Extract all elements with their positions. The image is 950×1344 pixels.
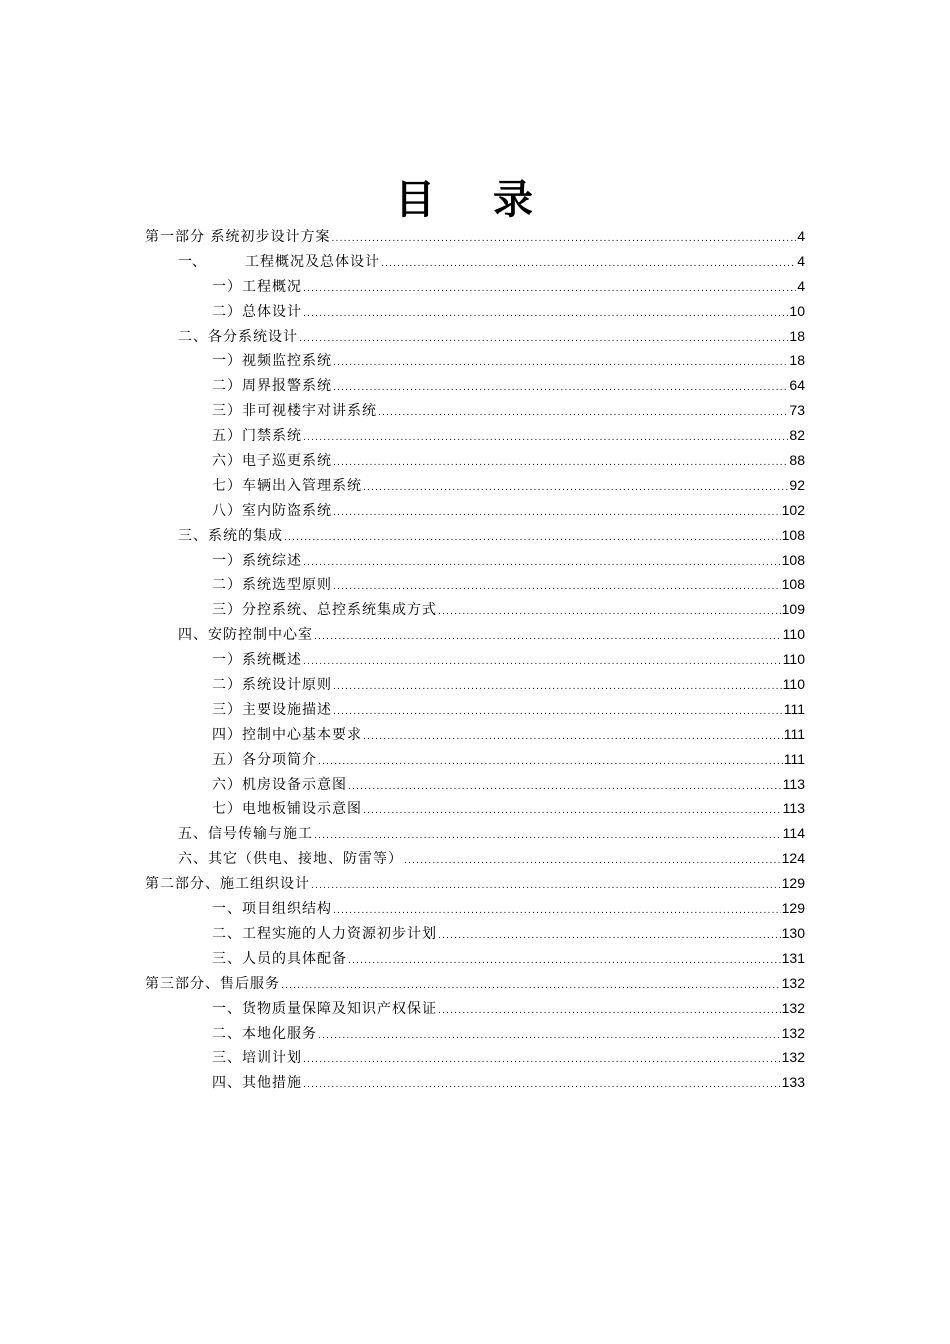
toc-entry[interactable]: [145, 274, 805, 299]
toc-page-number: 110: [782, 676, 805, 693]
toc-entry-title: 五、信号传输与施工: [178, 826, 313, 843]
toc-entry[interactable]: [145, 597, 805, 622]
dot-leader: [363, 799, 782, 824]
toc-entry-title: 五）门禁系统: [212, 428, 302, 445]
toc-entry-prefix: 一、: [178, 253, 206, 270]
dot-leader: [303, 277, 796, 302]
toc-entry-title: 二）周界报警系统: [212, 378, 332, 395]
toc-entry[interactable]: [145, 672, 805, 697]
toc-entry[interactable]: [145, 324, 805, 349]
toc-entry-title: 三、培训计划: [212, 1050, 302, 1067]
toc-entry[interactable]: [145, 523, 805, 548]
dot-leader: [378, 401, 788, 426]
dot-leader: [303, 302, 788, 327]
toc-entry-title: 二）系统设计原则: [212, 677, 332, 694]
toc-page-number: 4: [797, 228, 805, 244]
toc-entry-title: 工程概况及总体设计: [245, 253, 380, 270]
dot-leader: [318, 1024, 781, 1049]
toc-entry[interactable]: [145, 946, 805, 971]
toc-entry-title: 七）电地板铺设示意图: [212, 801, 362, 818]
toc-page-number: 82: [789, 427, 805, 444]
toc-entry-title: 第一部分 系统初步设计方案: [145, 229, 331, 245]
dot-leader: [318, 750, 783, 775]
toc-entry[interactable]: [145, 473, 805, 498]
toc-entry-title: 六、其它（供电、接地、防雷等）: [178, 851, 403, 868]
toc-page-number: 111: [783, 700, 805, 717]
dot-leader: [404, 849, 781, 874]
toc-entry[interactable]: [145, 1070, 805, 1095]
toc-page-number: 111: [783, 725, 805, 742]
toc-page-number: 133: [781, 1074, 805, 1091]
toc-entry[interactable]: [145, 249, 805, 274]
toc-entry-title: 四、其他措施: [212, 1075, 302, 1092]
dot-leader: [333, 675, 782, 700]
toc-entry-title: 二）总体设计: [212, 303, 302, 320]
dot-leader: [333, 575, 781, 600]
dot-leader: [303, 650, 782, 675]
toc-page-number: 108: [781, 551, 805, 568]
dot-leader: [281, 974, 781, 999]
toc-entry[interactable]: [145, 846, 805, 871]
toc-entry-title: 二、各分系统设计: [178, 328, 298, 345]
toc-entry-title: 一）工程概况: [212, 278, 302, 295]
toc-entry-title: 四）控制中心基本要求: [212, 726, 362, 743]
toc-page-number: 110: [782, 626, 805, 643]
toc-page-number: 113: [782, 800, 805, 817]
toc-entry[interactable]: [145, 747, 805, 772]
dot-leader: [348, 775, 782, 800]
toc-entry[interactable]: [145, 796, 805, 821]
toc-list: [145, 224, 805, 1095]
toc-entry-title: 一、项目组织结构: [212, 901, 332, 918]
dot-leader: [331, 227, 796, 252]
toc-page-number: 10: [789, 302, 805, 319]
dot-leader: [363, 725, 783, 750]
toc-entry-title: 五）各分项简介: [212, 751, 317, 768]
toc-page-number: 110: [782, 651, 805, 668]
toc-entry[interactable]: [145, 1021, 805, 1046]
toc-entry-title: 二）系统选型原则: [212, 577, 332, 594]
toc-entry-title: 六）电子巡更系统: [212, 453, 332, 470]
toc-entry[interactable]: [145, 423, 805, 448]
toc-entry-title: 二、本地化服务: [212, 1025, 317, 1042]
toc-entry[interactable]: [145, 772, 805, 797]
dot-leader: [303, 1048, 781, 1073]
toc-page-number: 113: [782, 775, 805, 792]
toc-entry[interactable]: [145, 1045, 805, 1070]
toc-page-number: 4: [797, 277, 805, 294]
dot-leader: [314, 824, 782, 849]
toc-entry-title: 一）视频监控系统: [212, 353, 332, 370]
dot-leader: [438, 999, 781, 1024]
toc-entry-title: 二、工程实施的人力资源初步计划: [212, 925, 437, 942]
toc-page-number: 114: [782, 825, 805, 842]
toc-entry[interactable]: [145, 348, 805, 373]
dot-leader: [333, 376, 788, 401]
dot-leader: [311, 874, 781, 899]
dot-leader: [438, 924, 781, 949]
dot-leader: [303, 426, 788, 451]
dot-leader: [438, 600, 781, 625]
toc-page-number: 73: [789, 402, 805, 419]
toc-page-number: 108: [781, 526, 805, 543]
toc-entry-title: 三）非可视楼宇对讲系统: [212, 403, 377, 420]
toc-page-number: 130: [781, 924, 805, 941]
toc-entry[interactable]: [145, 299, 805, 324]
toc-entry-title: 三）分控系统、总控系统集成方式: [212, 602, 437, 619]
dot-leader: [314, 625, 782, 650]
toc-entry[interactable]: [145, 448, 805, 473]
dot-leader: [333, 451, 788, 476]
dot-leader: [303, 1073, 781, 1098]
toc-page-number: 129: [781, 875, 805, 892]
dot-leader: [333, 899, 781, 924]
toc-page-number: 131: [781, 949, 805, 966]
dot-leader: [303, 551, 781, 576]
toc-entry-title: 第二部分、施工组织设计: [145, 876, 310, 893]
toc-entry[interactable]: [145, 971, 805, 996]
toc-entry-title: 三）主要设施描述: [212, 701, 332, 718]
toc-entry[interactable]: [145, 697, 805, 722]
toc-page-number: 124: [781, 850, 805, 867]
toc-entry[interactable]: [145, 896, 805, 921]
dot-leader: [333, 700, 783, 725]
toc-entry[interactable]: [145, 398, 805, 423]
toc-entry-title: 一）系统概述: [212, 652, 302, 669]
toc-entry[interactable]: [145, 498, 805, 523]
toc-entry-title: 一）系统综述: [212, 552, 302, 569]
toc-entry-title: 四、安防控制中心室: [178, 627, 313, 644]
toc-entry-title: 三、人员的具体配备: [212, 950, 347, 967]
toc-entry-title: 六）机房设备示意图: [212, 776, 347, 793]
toc-page-number: 109: [781, 601, 805, 618]
toc-page-number: 129: [781, 900, 805, 917]
toc-entry-title: 三、系统的集成: [178, 527, 283, 544]
toc-entry-title: 八）室内防盗系统: [212, 502, 332, 519]
dot-leader: [333, 501, 781, 526]
toc-page-number: 92: [789, 476, 805, 493]
toc-page-number: 102: [781, 501, 805, 518]
toc-entry[interactable]: [145, 647, 805, 672]
toc-page-number: 4: [797, 252, 805, 269]
toc-title: 目 录: [395, 177, 555, 223]
toc-page-number: 18: [789, 352, 805, 369]
toc-entry-title: 一、货物质量保障及知识产权保证: [212, 1000, 437, 1017]
toc-entry[interactable]: [145, 722, 805, 747]
dot-leader: [284, 526, 781, 551]
toc-page-number: 132: [781, 1049, 805, 1066]
dot-leader: [299, 327, 788, 352]
toc-page-number: 111: [783, 750, 805, 767]
toc-page-number: 64: [789, 377, 805, 394]
dot-leader: [348, 949, 781, 974]
toc-page-number: 108: [781, 576, 805, 593]
toc-page-number: 132: [781, 999, 805, 1016]
dot-leader: [381, 252, 796, 277]
toc-entry[interactable]: [145, 871, 805, 896]
toc-entry[interactable]: [145, 622, 805, 647]
toc-entry[interactable]: [145, 224, 805, 249]
toc-page-number: 132: [781, 1024, 805, 1041]
dot-leader: [333, 351, 788, 376]
toc-entry[interactable]: [145, 921, 805, 946]
toc-entry[interactable]: [145, 996, 805, 1021]
toc-page-number: 132: [781, 974, 805, 991]
toc-page-number: 88: [789, 452, 805, 469]
toc-page-number: 18: [789, 327, 805, 344]
toc-entry[interactable]: [145, 548, 805, 573]
toc-entry-title: 第三部分、售后服务: [145, 975, 280, 992]
toc-entry-title: 七）车辆出入管理系统: [212, 477, 362, 494]
toc-entry[interactable]: [145, 821, 805, 846]
dot-leader: [363, 476, 788, 501]
toc-entry[interactable]: [145, 373, 805, 398]
toc-entry[interactable]: [145, 572, 805, 597]
